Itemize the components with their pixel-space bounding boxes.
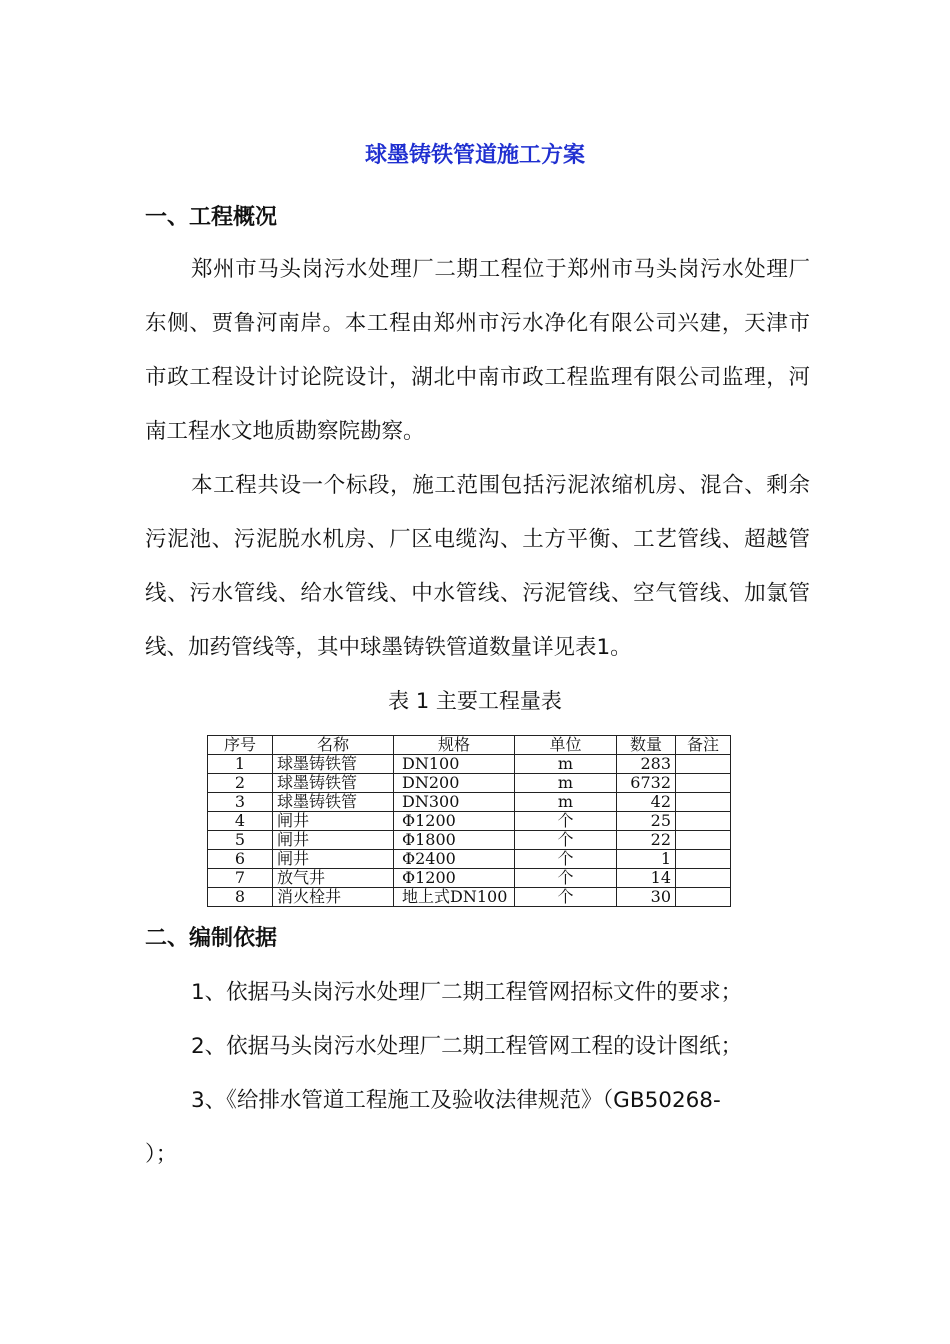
table-row — [208, 850, 731, 869]
table-row — [208, 869, 731, 888]
basis-item-1: 1、依据马头岗污水处理厂二期工程管网招标文件的要求； — [191, 980, 743, 1005]
cell-unit: m — [515, 755, 617, 774]
cell-remarks — [676, 831, 731, 850]
cell-index: 5 — [208, 831, 273, 850]
cell-name: 消火栓井 — [273, 888, 394, 907]
cell-quantity: 25 — [617, 812, 676, 831]
cell-spec: Φ1200 — [394, 869, 515, 888]
cell-name: 闸井 — [273, 831, 394, 850]
cell-index: 7 — [208, 869, 273, 888]
document-title: 球墨铸铁管道施工方案 — [364, 143, 585, 168]
table-row — [208, 793, 731, 812]
quantity-table — [207, 735, 731, 907]
cell-remarks — [676, 793, 731, 812]
cell-name: 球墨铸铁管 — [273, 793, 394, 812]
cell-remarks — [676, 850, 731, 869]
cell-quantity: 1 — [617, 850, 676, 869]
cell-index: 8 — [208, 888, 273, 907]
cell-remarks — [676, 869, 731, 888]
cell-quantity: 14 — [617, 869, 676, 888]
cell-spec: DN300 — [394, 793, 515, 812]
table-row — [208, 755, 731, 774]
cell-remarks — [676, 888, 731, 907]
cell-quantity: 42 — [617, 793, 676, 812]
cell-spec: DN200 — [394, 774, 515, 793]
table-caption: 表 1 主要工程量表 — [388, 689, 562, 713]
header-name: 名称 — [273, 736, 394, 755]
basis-item-3: 3、《给排水管道工程施工及验收法律规范》（GB50268- — [191, 1088, 721, 1113]
cell-spec: 地上式DN100 — [394, 888, 515, 907]
overview-paragraph-2: 本工程共设一个标段，施工范围包括污泥浓缩机房、混合、剩余污泥池、污泥脱水机房、厂区电缆沟、土方平衡、工艺管线、超越管线、污水管线、给水管线、中水管线、污泥管线、空气管线、加氯管线、加药管线等，其中球墨铸铁管道数量详见表1。 — [145, 473, 810, 660]
cell-index: 6 — [208, 850, 273, 869]
cell-unit: m — [515, 774, 617, 793]
cell-spec: DN100 — [394, 755, 515, 774]
cell-index: 1 — [208, 755, 273, 774]
table-row — [208, 812, 731, 831]
table-row — [208, 888, 731, 907]
cell-unit: 个 — [515, 831, 617, 850]
header-spec: 规格 — [394, 736, 515, 755]
cell-spec: Φ2400 — [394, 850, 515, 869]
cell-name: 闸井 — [273, 812, 394, 831]
cell-name: 放气井 — [273, 869, 394, 888]
basis-item-2: 2、依据马头岗污水处理厂二期工程管网工程的设计图纸； — [191, 1034, 743, 1059]
cell-remarks — [676, 812, 731, 831]
cell-name: 球墨铸铁管 — [273, 755, 394, 774]
cell-quantity: 22 — [617, 831, 676, 850]
cell-index: 2 — [208, 774, 273, 793]
cell-unit: 个 — [515, 850, 617, 869]
cell-unit: 个 — [515, 888, 617, 907]
header-quantity: 数量 — [617, 736, 676, 755]
cell-name: 闸井 — [273, 850, 394, 869]
cell-remarks — [676, 755, 731, 774]
cell-unit: 个 — [515, 869, 617, 888]
cell-unit: m — [515, 793, 617, 812]
cell-index: 4 — [208, 812, 273, 831]
cell-index: 3 — [208, 793, 273, 812]
header-unit: 单位 — [515, 736, 617, 755]
cell-name: 球墨铸铁管 — [273, 774, 394, 793]
cell-quantity: 30 — [617, 888, 676, 907]
cell-unit: 个 — [515, 812, 617, 831]
section-heading-basis: 二、编制依据 — [145, 926, 278, 951]
cell-remarks — [676, 774, 731, 793]
header-remarks: 备注 — [676, 736, 731, 755]
cell-spec: Φ1200 — [394, 812, 515, 831]
overview-paragraph-1: 郑州市马头岗污水处理厂二期工程位于郑州市马头岗污水处理厂东侧、贾鲁河南岸。本工程由郑州市污水净化有限公司兴建，天津市市政工程设计讨论院设计，湖北中南市政工程监理有限公司监理，河南工程水文地质勘察院勘察。 — [145, 257, 810, 444]
table-row — [208, 831, 731, 850]
section-heading-overview: 一、工程概况 — [145, 205, 278, 230]
basis-item-3-continuation: ）； — [145, 1142, 178, 1167]
table-row — [208, 774, 731, 793]
header-index: 序号 — [208, 736, 273, 755]
cell-spec: Φ1800 — [394, 831, 515, 850]
cell-quantity: 6732 — [617, 774, 676, 793]
table-header-row — [208, 736, 731, 755]
cell-quantity: 283 — [617, 755, 676, 774]
